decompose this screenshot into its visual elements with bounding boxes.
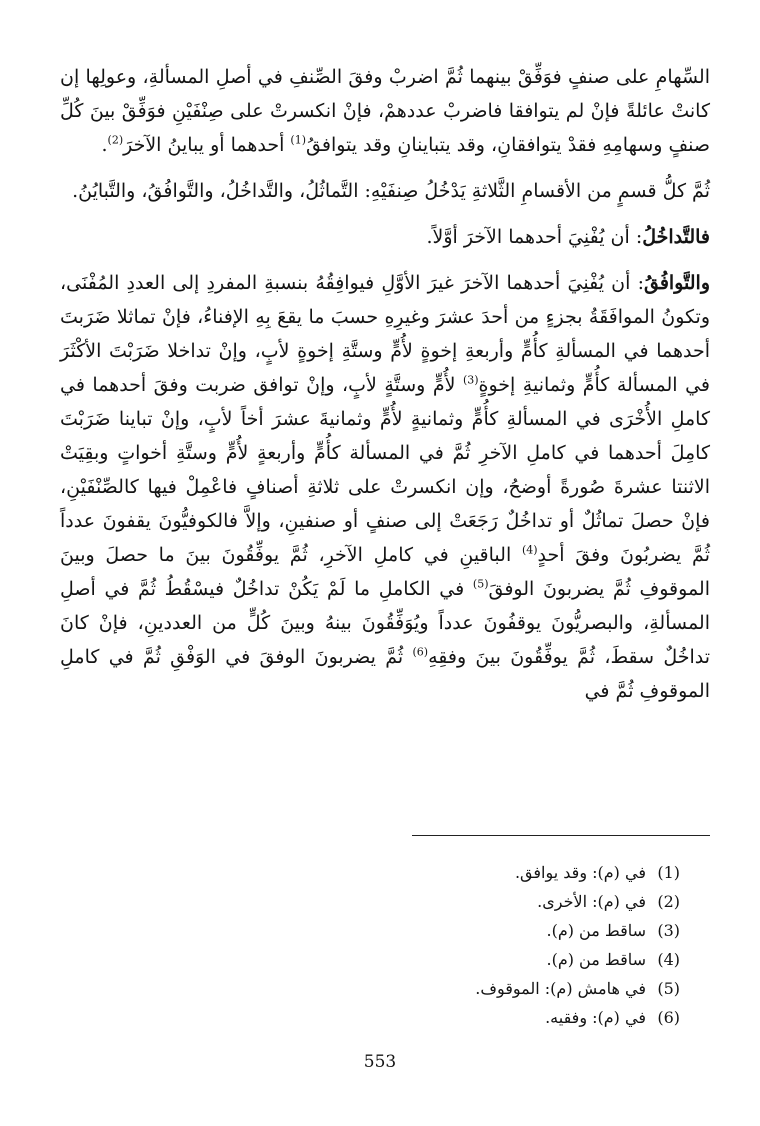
paragraph-4-part-b: لأُمٍّ وستَّةٍ لأبٍ، وإنْ توافق ضربت وفقَ أحدهما في كاملِ الأُخْرَى في المسألةِ كأُمٍّ وثمانيةٍ لأُمٍّ وثمانيةَ عشرَ أخاً لأبٍ، وإنْ تباينا ضَرَبْتَ كامِلَ أحدهما في كاملِ الآخرِ ثُمَّ في المسألة كأُمٍّ وأربعةٍ لأُمٍّ وستَّةِ أخواتٍ وبقِيَتْ الاثنتا عشرةَ صُورةً أوضحُ، وإن انكسرتْ على ثلاثةِ أصنافٍ فاعْمِلْ فيها كالصِّنْفَيْنِ، فإنْ حصلَ تماثُلٌ أو تداخُلٌ رَجَعَتْ إلى صنفٍ أو صنفينِ، وإلاَّ فالكوفيُّونَ يقفونَ عدداً ثُمَّ يضربُونَ وفقَ أحدٍ [60, 374, 710, 566]
footnote-number: (5) [657, 979, 680, 998]
paragraph-1-end: . [101, 134, 108, 156]
paragraph-3-text: : أن يُفْنِيَ أحدهما الآخرَ أوَّلاً. [426, 226, 643, 248]
footnote-text: ساقط من (م). [546, 950, 646, 969]
paragraph-1 [60, 60, 710, 162]
footnote-ref-5[interactable]: (5) [472, 577, 489, 591]
footnote-text: في (م): الأخرى. [537, 892, 646, 911]
paragraph-3 [60, 220, 710, 254]
footnote-item [260, 858, 680, 887]
footnote-ref-1[interactable]: (1) [290, 133, 307, 147]
footnote-ref-3[interactable]: (3) [462, 373, 479, 387]
main-text [60, 60, 710, 708]
paragraph-2 [60, 174, 710, 208]
page-number: 553 [363, 1052, 397, 1072]
footnote-number: (3) [657, 921, 680, 940]
footnote-ref-4[interactable]: (4) [521, 543, 538, 557]
paragraph-4-part-e: ثُمَّ يضربونَ الوفقَ في الوَفْقِ ثُمَّ في كاملِ الموقوفِ ثُمَّ في [60, 646, 710, 702]
footnote-number: (1) [657, 863, 680, 882]
footnote-text: في (م): وفقيه. [545, 1008, 646, 1027]
footnote-text: في (م): وقد يوافق. [514, 863, 646, 882]
footnote-ref-6[interactable]: (6) [412, 645, 429, 659]
footnote-text: في هامش (م): الموقوف. [475, 979, 646, 998]
paragraph-4 [60, 266, 710, 708]
footnote-item [260, 916, 680, 945]
paragraph-4-part-d: في الكاملِ ما لَمْ يَكُنْ تداخُلٌ فيسْقُطُ ثُمَّ في أصلِ المسألةِ، والبصريُّونَ يوقفُونَ عدداً ويُوَفِّقُونَ بينهُ وبينَ كُلٍّ من العددينِ، فإنْ كانَ تداخُلٌ سقطَ، ثُمَّ يوفِّقُونَ بينَ وفقِهِ [60, 578, 710, 668]
paragraph-1-middle: أحدهما أو يباينُ الآخرَ [123, 134, 291, 156]
footnotes-list [260, 858, 680, 1032]
footnote-number: (6) [657, 1008, 680, 1027]
paragraph-4-part-c: الباقينِ في كاملِ الآخرِ، ثُمَّ يوفِّقُونَ بينَ ما حصلَ وبينَ الموقوفِ ثُمَّ يضربونَ الوفقَ [60, 544, 710, 600]
footnote-item [260, 974, 680, 1003]
paragraph-1-text: السِّهامِ على صنفٍ فوَفِّقْ بينهما ثُمَّ اضربْ وفقَ الصِّنفِ في أصلِ المسألةِ، وعولِها إن كانتْ عائلةً فإنْ لم يتوافقا فاضربْ عددهمْ، فإنْ انكسرتْ على صِنْفَيْنِ فوَفِّقْ بينَ كُلِّ صنفٍ وسهامِهِ فقدْ يتوافقانِ، وقد يتباينانِ وقد يتوافقُ [60, 66, 710, 156]
paragraph-4-part-a: : أن يُفْنِيَ أحدهما الآخرَ غيرَ الأوَّلِ فيوافِقُهُ بنسبةِ المفردِ إلى العددِ المُفْنَى، وتكونُ الموافَقَةُ بجزءٍ من أحدَ عشرَ وغيرِهِ حسبَ ما يقعَ بِهِ الإفناءُ، فإنْ تماثلا ضَرَبتَ أحدهما في المسألةِ كأُمٍّ وأربعةِ إخوةٍ لأُمٍّ وستَّةِ إخوةٍ لأبٍ، وإنْ تداخلا ضَرَبْتَ الأكْثَرَ في المسألة كأُمٍّ وثمانيةِ إخوةٍ [60, 272, 710, 396]
term-tawafuq: والتَّوافُقُ [644, 272, 710, 294]
footnote-item [260, 945, 680, 974]
footnote-ref-2[interactable]: (2) [107, 133, 124, 147]
term-tadakhul: فالتَّداخُلُ [642, 226, 710, 248]
footnote-separator [412, 835, 710, 836]
paragraph-2-text: ثُمَّ كلُّ قسمٍ من الأقسامِ الثَّلاثةِ يَدْخُلُ صِنفَيْهِ: التَّماثُلُ، والتَّداخُلُ، والتَّوافُقُ، والتَّبايُنُ. [72, 180, 710, 202]
footnote-text: ساقط من (م). [546, 921, 646, 940]
footnote-item [260, 1003, 680, 1032]
footnote-number: (4) [657, 950, 680, 969]
footnote-number: (2) [657, 892, 680, 911]
footnote-item [260, 887, 680, 916]
